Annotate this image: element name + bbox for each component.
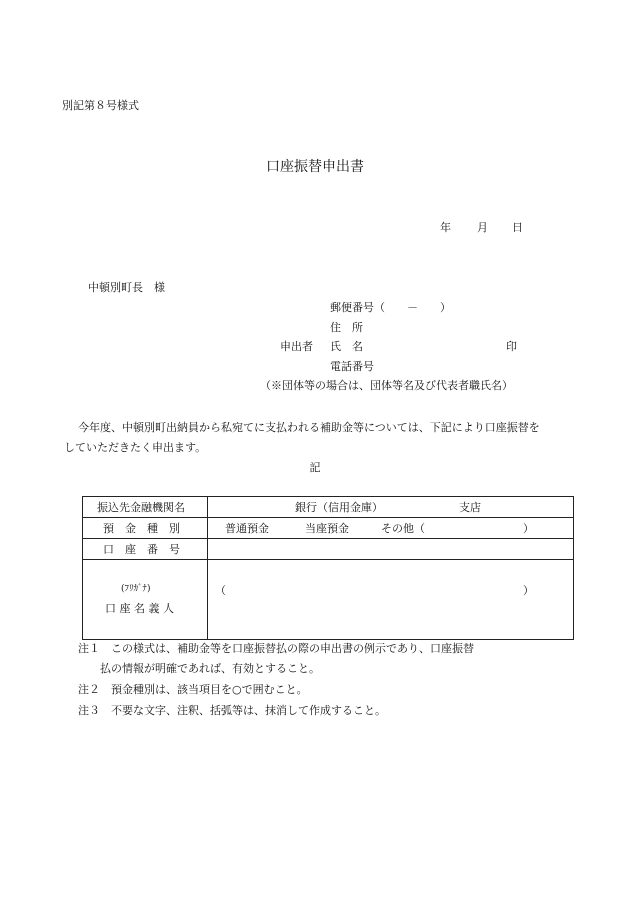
name-label: 氏 名 (330, 340, 363, 353)
body-text-line-2: していただきたく申出ます。 (64, 441, 207, 454)
note-3: 注３ 不要な文字、注釈、括弧等は、抹消して作成すること。 (78, 704, 386, 717)
account-number-label: 口 座 番 号 (103, 543, 180, 556)
account-number-field[interactable] (211, 541, 571, 557)
account-holder-open-paren: （ (215, 584, 226, 597)
table-row-divider (83, 538, 573, 539)
account-holder-label: 口 座 名 義 人 (105, 602, 174, 615)
body-text-line-1: 今年度、中頓別町出納員から私宛てに支払われる補助金等については、下記により口座振替を (78, 421, 540, 434)
bank-account-table (82, 496, 574, 640)
date-day-label: 日 (512, 221, 523, 234)
ki-heading: 記 (309, 461, 321, 474)
document-title: 口座振替申出書 (266, 159, 364, 175)
account-type-ordinary[interactable]: 普通預金 (225, 522, 269, 535)
recipient: 中頓別町長 様 (88, 281, 165, 294)
account-type-checking[interactable]: 当座預金 (305, 522, 349, 535)
phone-label: 電話番号 (330, 360, 374, 373)
table-row-divider (83, 517, 573, 518)
applicant-label: 申出者 (280, 340, 313, 353)
account-type-other[interactable]: その他（ (381, 522, 425, 535)
form-number: 別記第８号様式 (62, 99, 139, 112)
account-type-other-close: ） (523, 522, 534, 535)
table-row-divider (83, 559, 573, 560)
branch-field[interactable]: 支店 (459, 501, 481, 514)
furigana-label: (ﾌﾘｶﾞﾅ) (121, 584, 151, 594)
seal-label: 印 (506, 340, 517, 353)
postal-code-label: 郵便番号（ － ） (330, 301, 451, 314)
date-month-label: 月 (477, 221, 488, 234)
note-2: 注２ 預金種別は、該当項目を○で囲むこと。 (78, 683, 308, 696)
account-holder-field[interactable] (223, 565, 523, 631)
date-year-label: 年 (440, 221, 451, 234)
account-holder-close-paren: ） (523, 584, 534, 597)
address-label: 住 所 (330, 321, 363, 334)
table-column-divider (207, 497, 208, 639)
note-1-line-2: 払の情報が明確であれば、有効とすること。 (100, 662, 320, 675)
account-type-label: 預 金 種 別 (103, 522, 180, 535)
bank-field[interactable]: 銀行（信用金庫） (295, 501, 383, 514)
bank-name-label: 振込先金融機関名 (97, 501, 185, 514)
group-note: （※団体等の場合は、団体等名及び代表者職氏名） (260, 379, 513, 392)
note-1-line-1: 注１ この様式は、補助金等を口座振替払の際の申出書の例示であり、口座振替 (78, 642, 474, 655)
